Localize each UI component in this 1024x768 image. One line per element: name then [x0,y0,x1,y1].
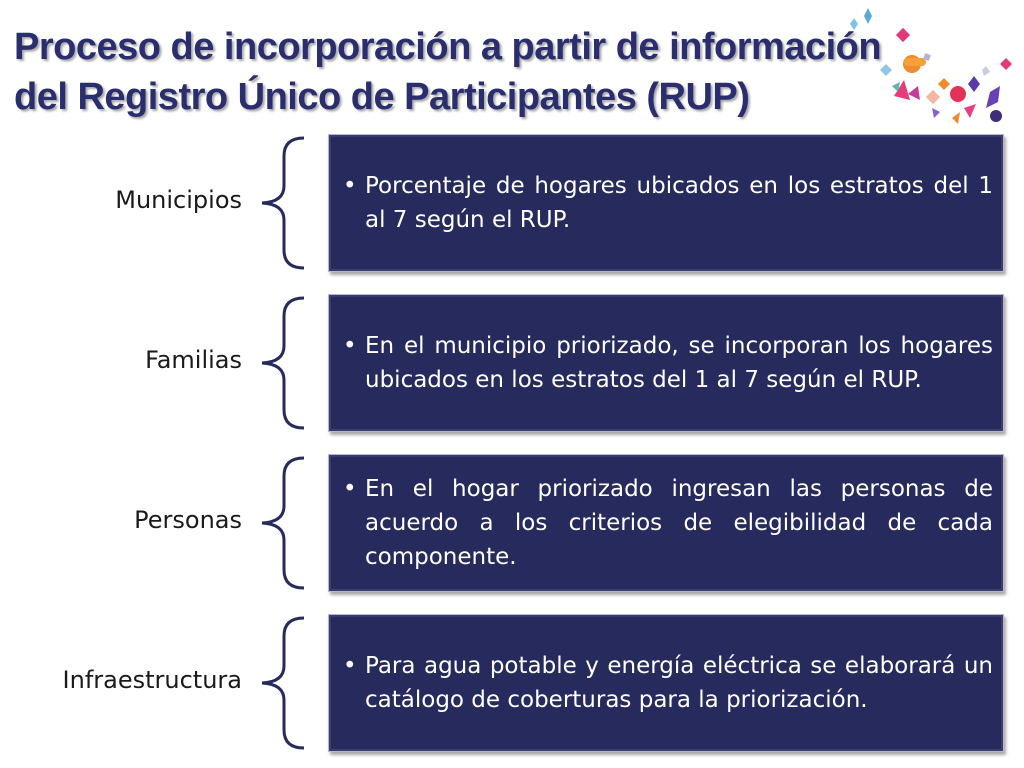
slide-title [14,22,914,122]
row-label: Infraestructura [62,666,242,694]
row-infraestructura [0,614,1024,752]
row-municipios [0,134,1024,272]
left-brace-icon [254,294,314,432]
description-box [328,134,1004,272]
description-text: • En el municipio priorizado, se incorporan los hogares ubicados en los estratos del 1 al 7 según el RUP. [365,329,993,397]
slide-title-line1: Proceso de incorporación a partir de información [14,26,882,68]
row-personas [0,454,1024,592]
description-box [328,614,1004,752]
description-text: • Para agua potable y energía eléctrica se elaborará un catálogo de coberturas para la priorización. [365,649,993,717]
description-box [328,294,1004,432]
row-label: Municipios [115,186,242,214]
row-familias [0,294,1024,432]
description-text: • Porcentaje de hogares ubicados en los estratos del 1 al 7 según el RUP. [365,169,993,237]
row-label: Personas [134,506,242,534]
left-brace-icon [254,454,314,592]
row-label: Familias [145,346,242,374]
left-brace-icon [254,134,314,272]
description-box [328,454,1004,592]
description-text: • En el hogar priorizado ingresan las personas de acuerdo a los criterios de elegibilidad de cada componente. [365,472,993,574]
left-brace-icon [254,614,314,752]
slide-title-line2: del Registro Único de Participantes (RUP) [14,76,750,118]
